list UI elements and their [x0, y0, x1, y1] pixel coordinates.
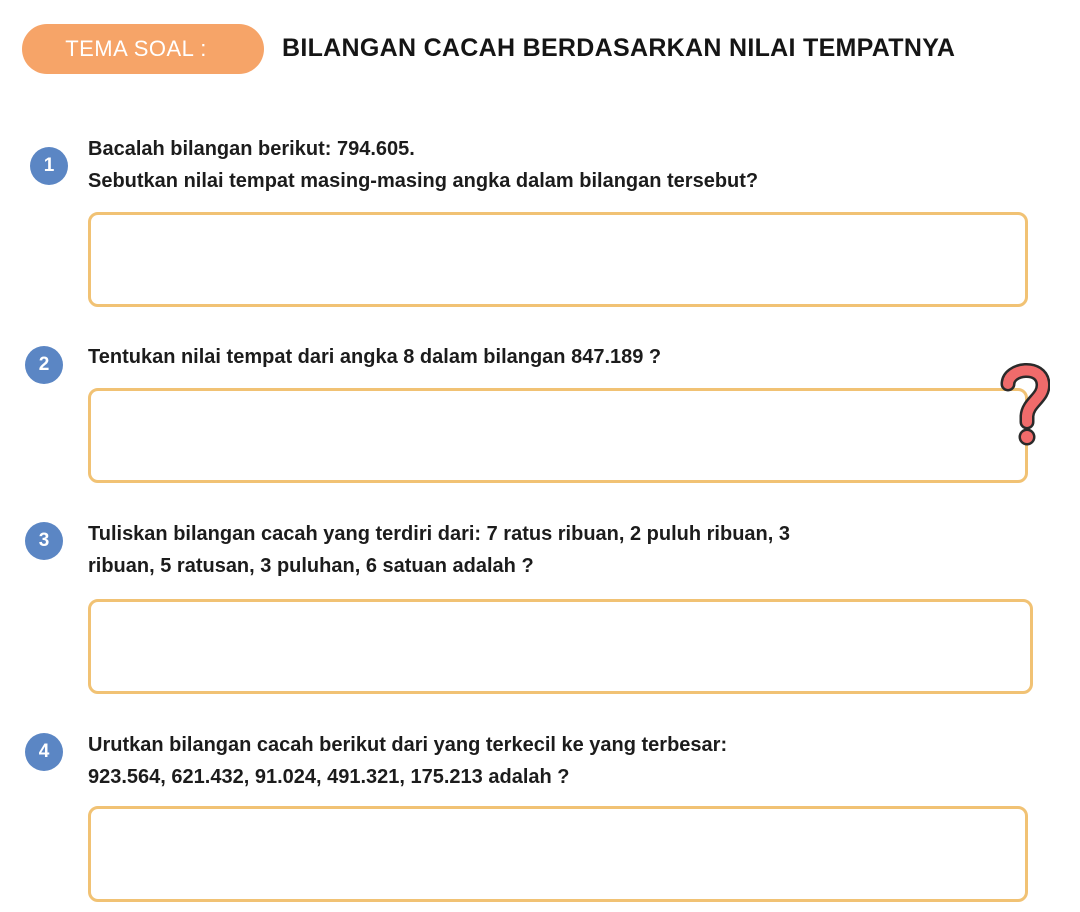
question-2-line-1: Tentukan nilai tempat dari angka 8 dalam bilangan 847.189 ? [88, 346, 662, 368]
theme-label: TEMA SOAL : [65, 36, 207, 61]
question-number-1: 1 [30, 147, 68, 185]
answer-box-2[interactable] [88, 388, 1028, 483]
answer-box-3[interactable] [88, 599, 1033, 694]
question-number-2: 2 [25, 346, 63, 384]
question-4-line-2: 923.564, 621.432, 91.024, 491.321, 175.213 adalah ? [88, 766, 570, 788]
theme-badge [22, 24, 264, 74]
question-3-line-2: ribuan, 5 ratusan, 3 puluhan, 6 satuan adalah ? [88, 555, 534, 577]
question-1-line-2: Sebutkan nilai tempat masing-masing angka dalam bilangan tersebut? [88, 170, 759, 192]
question-3-line-1: Tuliskan bilangan cacah yang terdiri dari: 7 ratus ribuan, 2 puluh ribuan, 3 [88, 523, 791, 545]
worksheet-title: BILANGAN CACAH BERDASARKAN NILAI TEMPATNYA [282, 34, 956, 62]
answer-box-1[interactable] [88, 212, 1028, 307]
question-4-line-1: Urutkan bilangan cacah berikut dari yang terkecil ke yang terbesar: [88, 734, 728, 756]
question-1-line-1: Bacalah bilangan berikut: 794.605. [88, 138, 415, 160]
question-mark-icon [1000, 360, 1050, 450]
question-text-4 [88, 729, 727, 793]
question-text-1 [88, 133, 758, 197]
question-number-4: 4 [25, 733, 63, 771]
header [0, 0, 1080, 100]
answer-box-4[interactable] [88, 806, 1028, 902]
question-text-2 [88, 341, 661, 373]
question-number-3: 3 [25, 522, 63, 560]
question-text-3 [88, 518, 790, 582]
